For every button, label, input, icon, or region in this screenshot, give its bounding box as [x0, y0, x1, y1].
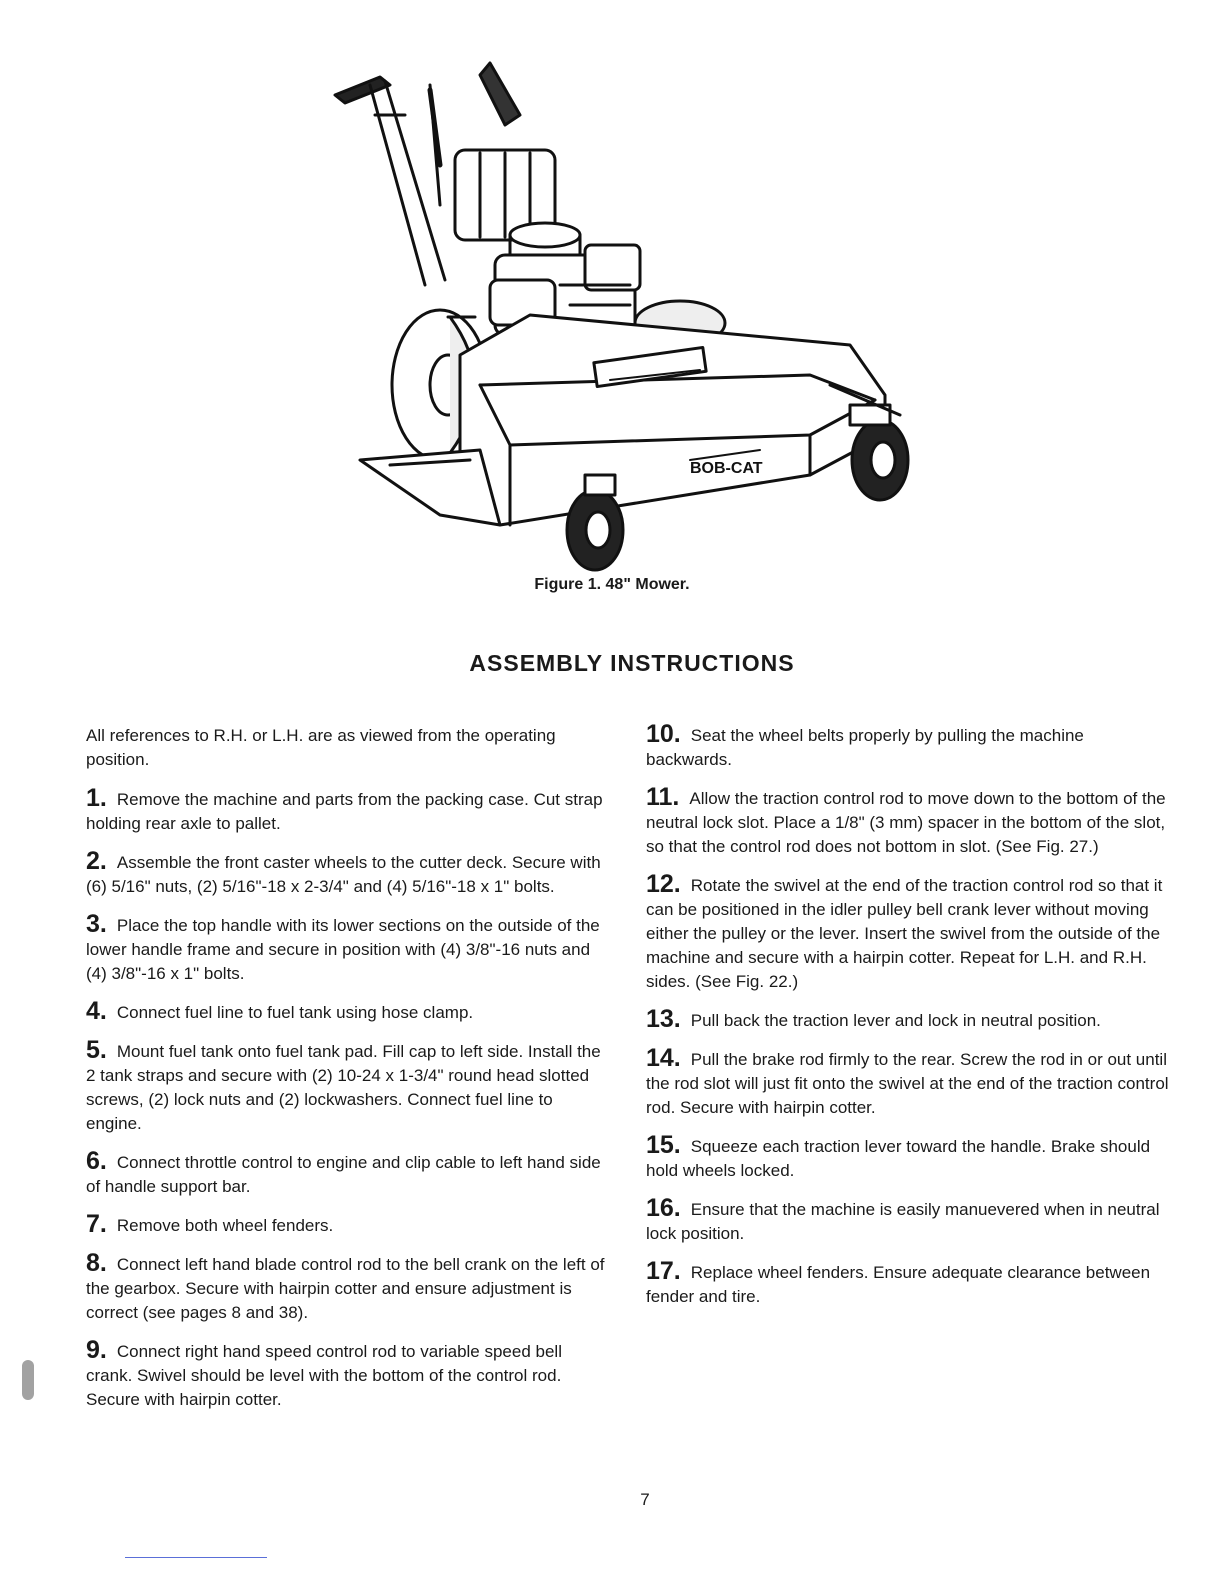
step-text: Pull back the traction lever and lock in neutral position. [690, 1011, 1101, 1030]
step-text: Mount fuel tank onto fuel tank pad. Fill cap to left side. Install the 2 tank straps and secure with (2) 10-24 x 1-3/4" round head slotted screws, (2) lock nuts and (2) lockwashers. Connect fuel line to engine. [86, 1042, 601, 1133]
mower-figure [330, 55, 920, 575]
step-text: Rotate the swivel at the end of the traction control rod so that it can be positioned in the idler pulley bell crank lever without moving either the pulley or the lever. Insert the swivel from the outside of the machine and secure with a hairpin cotter. Repeat for L.H. and R.H. sides. (See Fig. 22.) [646, 876, 1163, 991]
step-number: 11. [646, 783, 680, 811]
step-number: 10. [646, 720, 681, 748]
step-7 [86, 1212, 611, 1238]
step-text: Ensure that the machine is easily manuevered when in neutral lock position. [646, 1200, 1160, 1243]
figure-caption: Figure 1. 48" Mower. [534, 576, 690, 593]
step-text: Connect throttle control to engine and clip cable to left hand side of handle support bar. [86, 1153, 601, 1196]
step-number: 15. [646, 1131, 681, 1159]
step-text: Remove the machine and parts from the packing case. Cut strap holding rear axle to pallet. [86, 790, 603, 833]
right-column [646, 722, 1171, 1322]
step-number: 2. [86, 847, 107, 875]
step-number: 12. [646, 870, 681, 898]
step-17 [646, 1259, 1171, 1309]
step-2 [86, 849, 611, 899]
step-number: 3. [86, 910, 107, 938]
deck-brand-label: BOB-CAT [690, 460, 763, 477]
section-heading: ASSEMBLY INSTRUCTIONS [469, 650, 795, 676]
step-3 [86, 912, 611, 986]
step-text: Connect fuel line to fuel tank using hose clamp. [116, 1003, 474, 1022]
intro-paragraph: All references to R.H. or L.H. are as viewed from the operating position. [86, 726, 556, 769]
step-13 [646, 1007, 1171, 1033]
step-text: Pull the brake rod firmly to the rear. Screw the rod in or out until the rod slot will just fit onto the swivel at the end of the traction control rod. Secure with hairpin cotter. [646, 1050, 1169, 1117]
step-number: 1. [86, 784, 107, 812]
step-10 [646, 722, 1171, 772]
step-text: Connect right hand speed control rod to variable speed bell crank. Swivel should be level with the bottom of the control rod. Secure with hairpin cotter. [86, 1342, 562, 1409]
scan-artifact-mark [22, 1360, 34, 1400]
step-9 [86, 1338, 611, 1412]
step-text: Connect left hand blade control rod to the bell crank on the left of the gearbox. Secure with hairpin cotter and ensure adjustment is correct (see pages 8 and 38). [86, 1255, 605, 1322]
left-column [86, 724, 611, 1425]
mower-illustration [330, 55, 920, 575]
step-number: 9. [86, 1336, 107, 1364]
step-5 [86, 1038, 611, 1136]
step-6 [86, 1149, 611, 1199]
step-text: Seat the wheel belts properly by pulling the machine backwards. [646, 726, 1084, 769]
step-number: 5. [86, 1036, 107, 1064]
step-text: Assemble the front caster wheels to the cutter deck. Secure with (6) 5/16" nuts, (2) 5/16"-18 x 2-3/4" and (4) 5/16"-18 x 1" bolts. [86, 853, 601, 896]
step-text: Replace wheel fenders. Ensure adequate clearance between fender and tire. [646, 1263, 1151, 1306]
step-4 [86, 999, 611, 1025]
step-number: 16. [646, 1194, 681, 1222]
step-text: Squeeze each traction lever toward the handle. Brake should hold wheels locked. [646, 1137, 1151, 1180]
step-text: Allow the traction control rod to move down to the bottom of the neutral lock slot. Place a 1/8" (3 mm) spacer in the bottom of the slot, so that the control rod does not bottom in slot. (See Fig. 27.) [646, 789, 1166, 856]
step-text: Place the top handle with its lower sections on the outside of the lower handle frame and secure in position with (4) 3/8"-16 nuts and (4) 3/8"-16 x 1" bolts. [86, 916, 600, 983]
step-number: 6. [86, 1147, 107, 1175]
step-14 [646, 1046, 1171, 1120]
step-number: 7. [86, 1210, 107, 1238]
step-1 [86, 786, 611, 836]
step-number: 17. [646, 1257, 681, 1285]
step-16 [646, 1196, 1171, 1246]
step-12 [646, 872, 1171, 994]
page-number: 7 [640, 1490, 650, 1509]
step-8 [86, 1251, 611, 1325]
step-15 [646, 1133, 1171, 1183]
step-number: 14. [646, 1044, 681, 1072]
step-11 [646, 785, 1171, 859]
step-text: Remove both wheel fenders. [116, 1216, 334, 1235]
step-number: 4. [86, 997, 107, 1025]
step-number: 13. [646, 1005, 681, 1033]
scan-artifact-line [125, 1557, 267, 1558]
step-number: 8. [86, 1249, 107, 1277]
